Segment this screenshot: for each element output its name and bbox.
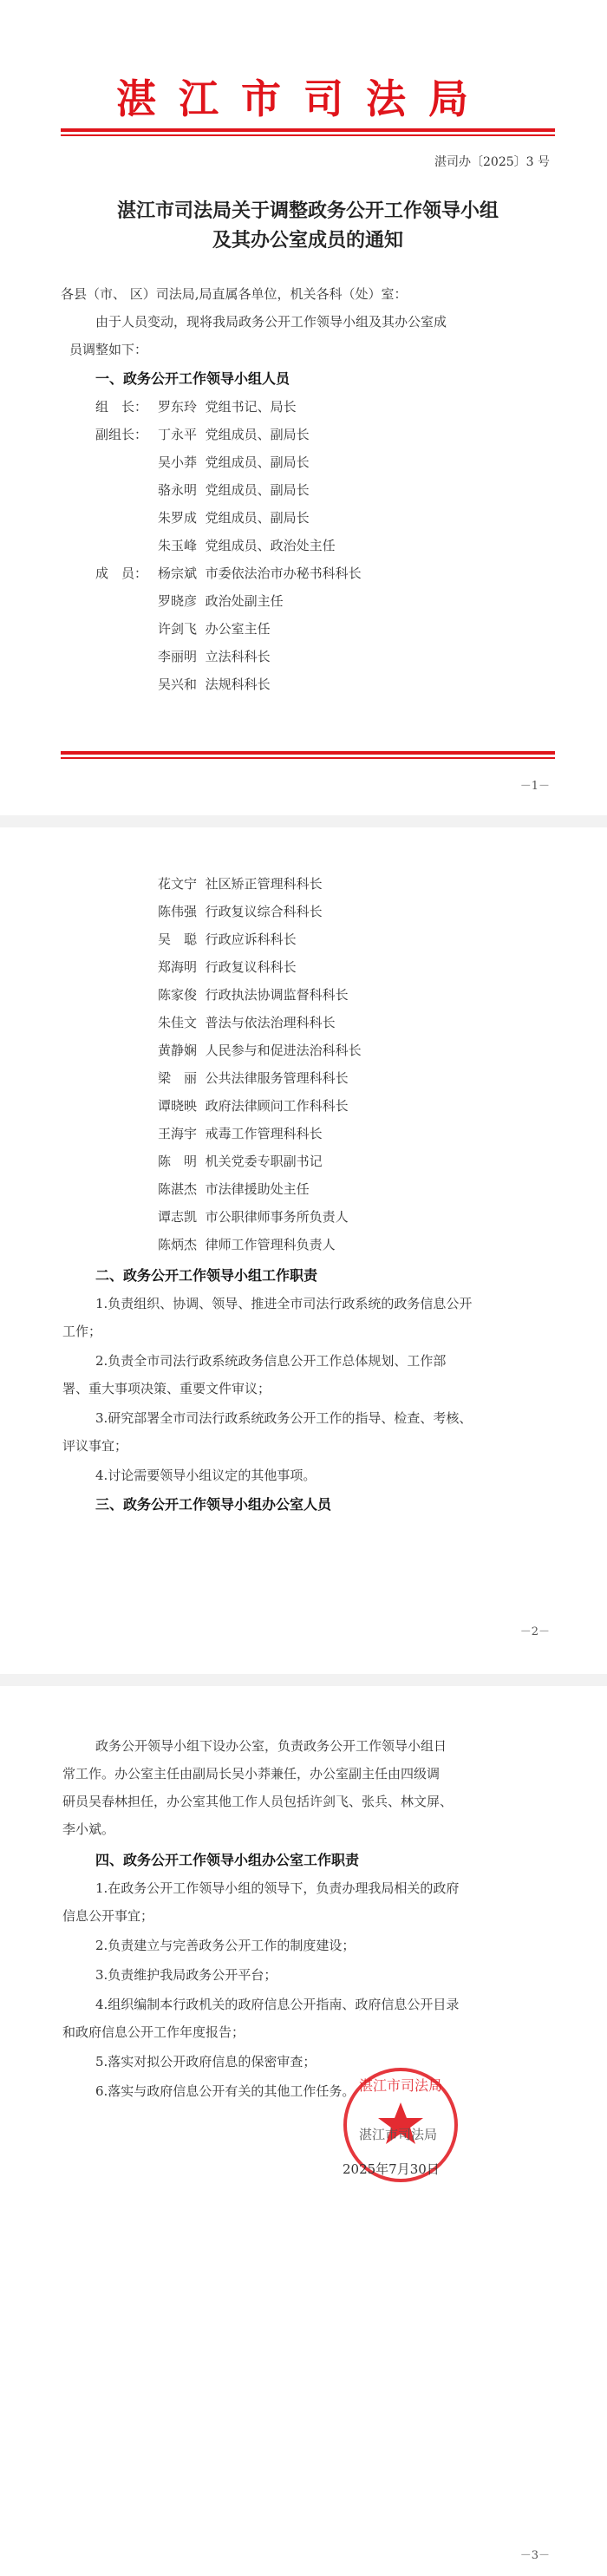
member-row (158, 958, 297, 976)
page-number-2: －2－ (519, 1625, 550, 1638)
member-title: 人民参与和促进法治科科长 (205, 1043, 362, 1058)
deputy-row (158, 508, 310, 526)
member-name: 王海宇 (158, 1126, 198, 1141)
seal-text: 湛江市司法局 (358, 2077, 443, 2094)
deputy-title: 党组成员、副局长 (205, 454, 310, 470)
section-4-line: 3.负责维护我局政务公开平台； (95, 1967, 277, 1983)
section-2-line: 3.研究部署全市司法行政系统政务公开工作的指导、检查、考核、 (95, 1410, 473, 1426)
deputy-name: 朱玉峰 (158, 538, 198, 553)
member-title: 戒毒工作管理科科长 (205, 1126, 323, 1141)
section-4-line: 信息公开事宜； (62, 1908, 154, 1924)
deputy-title: 党组成员、政治处主任 (205, 538, 336, 553)
member-title: 行政复议综合科科长 (205, 904, 323, 919)
document-number: 湛司办〔2025〕3 号 (434, 155, 550, 169)
document-title-line-1: 湛江市司法局关于调整政务公开工作领导小组 (116, 199, 499, 222)
footer-rule-thick (61, 751, 555, 755)
member-row (158, 619, 271, 637)
footer-rule-thin (61, 757, 555, 759)
member-name: 陈伟强 (158, 904, 198, 919)
deputy-title: 党组成员、副局长 (205, 427, 310, 442)
member-title: 政治处副主任 (205, 593, 284, 609)
member-title: 法规科科长 (205, 677, 271, 692)
leader-title: 党组书记、局长 (205, 399, 297, 415)
member-title: 机关党委专职副书记 (205, 1154, 323, 1169)
page-number-1: －1－ (519, 780, 550, 793)
member-row (95, 564, 362, 582)
section-3-line: 常工作。办公室主任由副局长吴小莽兼任，办公室副主任由四级调 (62, 1766, 441, 1782)
member-row (158, 592, 284, 610)
deputy-role: 副组长： (95, 427, 148, 442)
member-name: 谭志凯 (158, 1209, 198, 1225)
member-row (158, 1180, 310, 1198)
member-title: 立法科科长 (205, 649, 271, 664)
leader-name: 罗东玲 (158, 399, 198, 415)
member-row (158, 675, 271, 693)
section-4-line: 1.在政务公开工作领导小组的领导下，负责办理我局相关的政府 (95, 1880, 460, 1896)
member-name: 郑海明 (158, 959, 198, 975)
member-name: 黄静娴 (158, 1043, 198, 1058)
member-row (158, 1069, 349, 1087)
member-name: 谭晓映 (158, 1098, 198, 1114)
member-title: 律师工作管理科负责人 (205, 1237, 336, 1252)
deputy-row (158, 453, 310, 471)
document-title (61, 196, 555, 255)
member-title: 公共法律服务管理科科长 (205, 1070, 349, 1086)
deputy-name: 吴小莽 (158, 454, 198, 470)
member-name: 朱佳文 (158, 1015, 198, 1030)
org-header-title: 湛江市司法局 (116, 75, 491, 122)
section-3-line: 政务公开领导小组下设办公室，负责政务公开工作领导小组日 (95, 1738, 447, 1754)
deputy-row (95, 425, 310, 443)
member-name: 杨宗斌 (158, 566, 198, 581)
signature-date: 2025年7月30日 (343, 2161, 440, 2177)
member-title: 行政复议科科长 (205, 959, 297, 975)
section-4-line: 5.落实对拟公开政府信息的保密审查； (95, 2054, 317, 2069)
deputy-row (158, 481, 310, 499)
member-name: 吴兴和 (158, 677, 198, 692)
header-rule-thick (61, 128, 555, 132)
section-2-line: 4.讨论需要领导小组议定的其他事项。 (95, 1468, 317, 1483)
section-3-line: 李小斌。 (62, 1821, 115, 1837)
deputy-title: 党组成员、副局长 (205, 510, 310, 526)
section-3-line: 研员吴春林担任，办公室其他工作人员包括许剑飞、张兵、林文屏、 (62, 1794, 454, 1809)
section-2-heading: 二、政务公开工作领导小组工作职责 (95, 1267, 318, 1284)
member-title: 普法与依法治理科科长 (205, 1015, 336, 1030)
member-row (158, 1235, 336, 1253)
member-row (158, 1096, 349, 1115)
member-name: 陈湛杰 (158, 1181, 198, 1197)
deputy-name: 朱罗成 (158, 510, 198, 526)
deputy-title: 党组成员、副局长 (205, 482, 310, 498)
member-title: 市委依法治市办秘书科科长 (205, 566, 362, 581)
signature-org: 湛江市司法局 (359, 2127, 438, 2142)
member-row (158, 1124, 323, 1142)
member-name: 李丽明 (158, 649, 198, 664)
member-name: 罗晓彦 (158, 593, 198, 609)
member-name: 陈炳杰 (158, 1237, 198, 1252)
member-name: 花文宁 (158, 876, 198, 892)
section-4-heading: 四、政务公开工作领导小组办公室工作职责 (95, 1852, 360, 1868)
section-4-line: 2.负责建立与完善政务公开工作的制度建设； (95, 1938, 356, 1953)
member-row (158, 647, 271, 665)
member-row (158, 902, 323, 920)
member-role: 成 员： (95, 566, 148, 581)
page-number-3: －3－ (519, 2549, 550, 2562)
section-2-line: 评议事宜； (62, 1438, 128, 1454)
section-3-heading: 三、政务公开工作领导小组办公室人员 (95, 1496, 332, 1513)
section-4-line: 6.落实与政府信息公开有关的其他工作任务。 (95, 2083, 356, 2099)
page-separator-2 (0, 1674, 607, 1686)
document-title-line-2: 及其办公室成员的通知 (212, 229, 403, 252)
member-row (158, 985, 349, 1004)
member-title: 行政执法协调监督科科长 (205, 987, 349, 1003)
member-row (158, 874, 323, 892)
deputy-name: 丁永平 (158, 427, 198, 442)
member-name: 吴 聪 (158, 932, 198, 947)
section-2-line: 2.负责全市司法行政系统政务信息公开工作总体规划、工作部 (95, 1353, 447, 1369)
section-2-line: 工作； (62, 1324, 102, 1339)
intro-line-1: 由于人员变动，现将我局政务公开工作领导小组及其办公室成 (95, 314, 447, 330)
member-row (158, 1041, 362, 1059)
deputy-name: 骆永明 (158, 482, 198, 498)
deputy-row (158, 536, 336, 554)
member-title: 行政应诉科科长 (205, 932, 297, 947)
leader-role: 组 长： (95, 399, 148, 415)
section-4-line: 和政府信息公开工作年度报告； (62, 2024, 245, 2040)
salutation: 各县（市、 区）司法局,局直属各单位，机关各科（处）室： (61, 286, 408, 302)
section-4-line: 4.组织编制本行政机关的政府信息公开指南、政府信息公开目录 (95, 1997, 460, 2012)
member-title: 市法律援助处主任 (205, 1181, 310, 1197)
member-row (158, 1013, 336, 1031)
member-row (158, 930, 297, 948)
leader-row (95, 397, 297, 415)
section-1-heading: 一、政务公开工作领导小组人员 (95, 370, 290, 387)
member-title: 政府法律顾问工作科科长 (205, 1098, 349, 1114)
member-title: 社区矫正管理科科长 (205, 876, 323, 892)
member-title: 办公室主任 (205, 621, 271, 637)
section-2-line: 署、重大事项决策、重要文件审议； (62, 1381, 271, 1396)
page-separator-1 (0, 815, 607, 827)
member-row (158, 1207, 349, 1226)
member-name: 梁 丽 (158, 1070, 198, 1086)
member-title: 市公职律师事务所负责人 (205, 1209, 349, 1225)
header-rule-thin (61, 134, 555, 136)
member-row (158, 1152, 323, 1170)
member-name: 许剑飞 (158, 621, 198, 637)
member-name: 陈 明 (158, 1154, 198, 1169)
member-name: 陈家俊 (158, 987, 198, 1003)
section-2-line: 1.负责组织、协调、领导、推进全市司法行政系统的政务信息公开 (95, 1296, 473, 1311)
intro-line-2: 员调整如下： (69, 342, 148, 357)
